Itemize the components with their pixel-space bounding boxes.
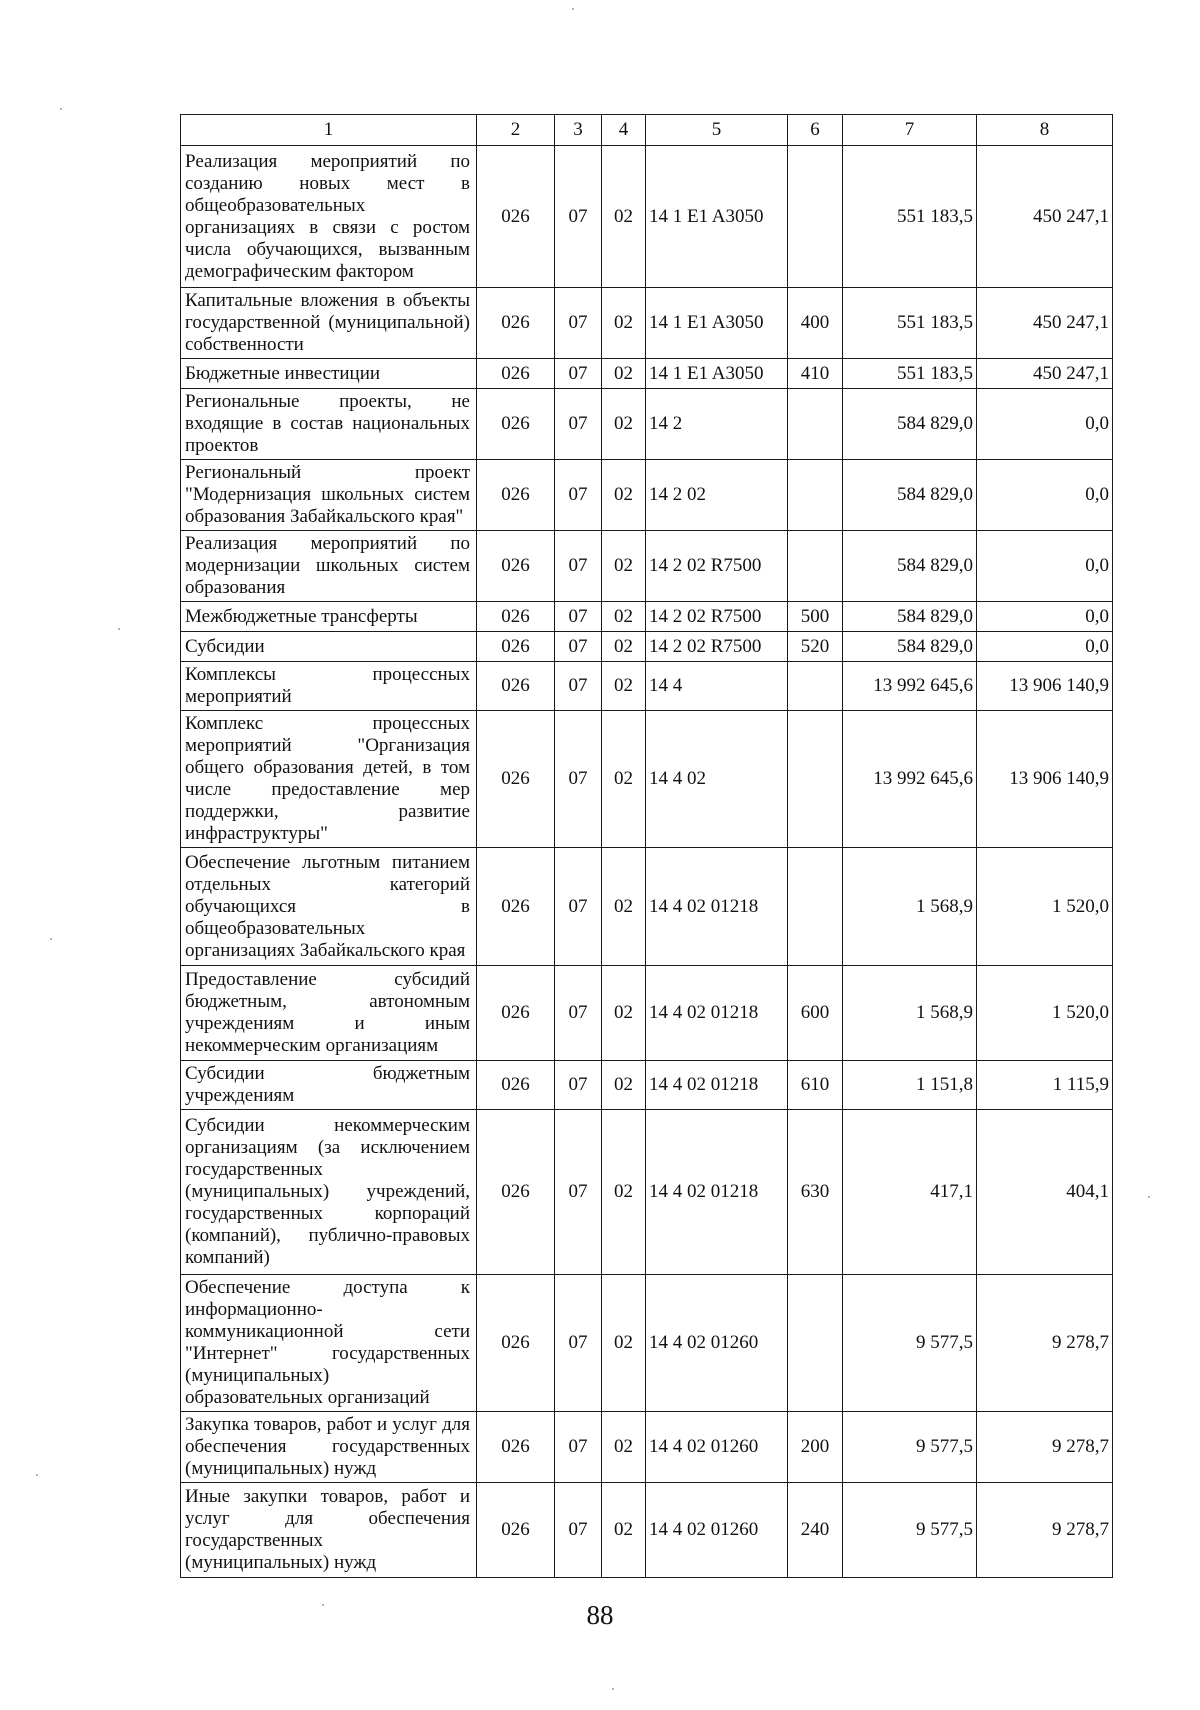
grbs-code-cell: 026 bbox=[477, 1483, 555, 1578]
table-row bbox=[181, 146, 1113, 288]
amount-column-8-cell: 1 115,9 bbox=[977, 1061, 1113, 1110]
amount-column-7-cell: 551 183,5 bbox=[843, 146, 977, 288]
column-header: 6 bbox=[788, 115, 843, 146]
section-code-cell: 07 bbox=[555, 1061, 602, 1110]
subsection-code-cell: 02 bbox=[602, 1412, 646, 1483]
subsection-code-cell: 02 bbox=[602, 146, 646, 288]
target-item-code-cell: 14 1 E1 A3050 bbox=[646, 288, 788, 359]
amount-column-8-cell: 13 906 140,9 bbox=[977, 711, 1113, 848]
expense-type-code-cell bbox=[788, 146, 843, 288]
subsection-code-cell: 02 bbox=[602, 662, 646, 711]
section-code-cell: 07 bbox=[555, 389, 602, 460]
header-row bbox=[181, 115, 1113, 146]
expense-type-code-cell: 630 bbox=[788, 1110, 843, 1275]
amount-column-8-cell: 0,0 bbox=[977, 632, 1113, 662]
table-row bbox=[181, 632, 1113, 662]
section-code-cell: 07 bbox=[555, 1275, 602, 1412]
section-code-cell: 07 bbox=[555, 1483, 602, 1578]
expense-type-code-cell bbox=[788, 1275, 843, 1412]
budget-table bbox=[180, 114, 1113, 1578]
subsection-code-cell: 02 bbox=[602, 460, 646, 531]
amount-column-8-cell: 450 247,1 bbox=[977, 146, 1113, 288]
column-header: 5 bbox=[646, 115, 788, 146]
target-item-code-cell: 14 2 02 R7500 bbox=[646, 531, 788, 602]
grbs-code-cell: 026 bbox=[477, 288, 555, 359]
expense-type-code-cell bbox=[788, 389, 843, 460]
item-name-cell: Бюджетные инвестиции bbox=[181, 359, 477, 389]
amount-column-7-cell: 13 992 645,6 bbox=[843, 662, 977, 711]
amount-column-7-cell: 9 577,5 bbox=[843, 1412, 977, 1483]
target-item-code-cell: 14 4 02 bbox=[646, 711, 788, 848]
amount-column-7-cell: 584 829,0 bbox=[843, 389, 977, 460]
expense-type-code-cell: 410 bbox=[788, 359, 843, 389]
table-row bbox=[181, 1483, 1113, 1578]
expense-type-code-cell: 240 bbox=[788, 1483, 843, 1578]
target-item-code-cell: 14 4 bbox=[646, 662, 788, 711]
scan-speck bbox=[36, 1474, 38, 1476]
grbs-code-cell: 026 bbox=[477, 531, 555, 602]
item-name-cell: Капитальные вложения в объекты государственной (муниципальной) собственности bbox=[181, 288, 477, 359]
table-row bbox=[181, 531, 1113, 602]
subsection-code-cell: 02 bbox=[602, 1483, 646, 1578]
section-code-cell: 07 bbox=[555, 966, 602, 1061]
grbs-code-cell: 026 bbox=[477, 1061, 555, 1110]
amount-column-8-cell: 0,0 bbox=[977, 389, 1113, 460]
amount-column-8-cell: 13 906 140,9 bbox=[977, 662, 1113, 711]
column-header: 4 bbox=[602, 115, 646, 146]
item-name-cell: Иные закупки товаров, работ и услуг для обеспечения государственных (муниципальных) нужд bbox=[181, 1483, 477, 1578]
column-header: 1 bbox=[181, 115, 477, 146]
scan-speck bbox=[1148, 1196, 1150, 1198]
table-row bbox=[181, 1275, 1113, 1412]
section-code-cell: 07 bbox=[555, 848, 602, 966]
amount-column-8-cell: 0,0 bbox=[977, 531, 1113, 602]
subsection-code-cell: 02 bbox=[602, 288, 646, 359]
section-code-cell: 07 bbox=[555, 359, 602, 389]
amount-column-7-cell: 9 577,5 bbox=[843, 1275, 977, 1412]
item-name-cell: Региональные проекты, не входящие в состав национальных проектов bbox=[181, 389, 477, 460]
amount-column-8-cell: 450 247,1 bbox=[977, 288, 1113, 359]
target-item-code-cell: 14 4 02 01218 bbox=[646, 1110, 788, 1275]
scan-speck bbox=[322, 1604, 324, 1606]
amount-column-7-cell: 584 829,0 bbox=[843, 460, 977, 531]
grbs-code-cell: 026 bbox=[477, 1275, 555, 1412]
expense-type-code-cell: 500 bbox=[788, 602, 843, 632]
item-name-cell: Предоставление субсидий бюджетным, автономным учреждениям и иным некоммерческим организациям bbox=[181, 966, 477, 1061]
section-code-cell: 07 bbox=[555, 146, 602, 288]
target-item-code-cell: 14 4 02 01260 bbox=[646, 1275, 788, 1412]
section-code-cell: 07 bbox=[555, 662, 602, 711]
column-header: 7 bbox=[843, 115, 977, 146]
section-code-cell: 07 bbox=[555, 602, 602, 632]
amount-column-7-cell: 551 183,5 bbox=[843, 288, 977, 359]
grbs-code-cell: 026 bbox=[477, 662, 555, 711]
grbs-code-cell: 026 bbox=[477, 146, 555, 288]
scan-speck bbox=[612, 1688, 614, 1690]
amount-column-8-cell: 1 520,0 bbox=[977, 848, 1113, 966]
grbs-code-cell: 026 bbox=[477, 966, 555, 1061]
subsection-code-cell: 02 bbox=[602, 711, 646, 848]
item-name-cell: Субсидии бюджетным учреждениям bbox=[181, 1061, 477, 1110]
grbs-code-cell: 026 bbox=[477, 1110, 555, 1275]
table-row bbox=[181, 389, 1113, 460]
target-item-code-cell: 14 4 02 01218 bbox=[646, 966, 788, 1061]
scan-speck bbox=[60, 108, 62, 110]
amount-column-7-cell: 13 992 645,6 bbox=[843, 711, 977, 848]
amount-column-7-cell: 9 577,5 bbox=[843, 1483, 977, 1578]
amount-column-7-cell: 1 568,9 bbox=[843, 966, 977, 1061]
table-row bbox=[181, 662, 1113, 711]
amount-column-8-cell: 450 247,1 bbox=[977, 359, 1113, 389]
item-name-cell: Комплекс процессных мероприятий "Организация общего образования детей, в том числе предоставление мер поддержки, развитие инфраструктуры" bbox=[181, 711, 477, 848]
amount-column-8-cell: 9 278,7 bbox=[977, 1483, 1113, 1578]
expense-type-code-cell: 200 bbox=[788, 1412, 843, 1483]
subsection-code-cell: 02 bbox=[602, 1110, 646, 1275]
amount-column-8-cell: 0,0 bbox=[977, 460, 1113, 531]
section-code-cell: 07 bbox=[555, 1412, 602, 1483]
item-name-cell: Региональный проект "Модернизация школьных систем образования Забайкальского края" bbox=[181, 460, 477, 531]
target-item-code-cell: 14 4 02 01218 bbox=[646, 848, 788, 966]
table-row bbox=[181, 1110, 1113, 1275]
grbs-code-cell: 026 bbox=[477, 460, 555, 531]
subsection-code-cell: 02 bbox=[602, 848, 646, 966]
amount-column-8-cell: 9 278,7 bbox=[977, 1412, 1113, 1483]
table-body bbox=[181, 146, 1113, 1578]
grbs-code-cell: 026 bbox=[477, 359, 555, 389]
item-name-cell: Межбюджетные трансферты bbox=[181, 602, 477, 632]
column-header: 2 bbox=[477, 115, 555, 146]
amount-column-7-cell: 584 829,0 bbox=[843, 602, 977, 632]
amount-column-7-cell: 417,1 bbox=[843, 1110, 977, 1275]
section-code-cell: 07 bbox=[555, 288, 602, 359]
amount-column-8-cell: 9 278,7 bbox=[977, 1275, 1113, 1412]
table-row bbox=[181, 288, 1113, 359]
subsection-code-cell: 02 bbox=[602, 966, 646, 1061]
target-item-code-cell: 14 2 bbox=[646, 389, 788, 460]
grbs-code-cell: 026 bbox=[477, 848, 555, 966]
page-number: 88 bbox=[586, 1600, 614, 1630]
subsection-code-cell: 02 bbox=[602, 1275, 646, 1412]
expense-type-code-cell bbox=[788, 460, 843, 531]
subsection-code-cell: 02 bbox=[602, 602, 646, 632]
section-code-cell: 07 bbox=[555, 531, 602, 602]
amount-column-7-cell: 584 829,0 bbox=[843, 632, 977, 662]
item-name-cell: Субсидии bbox=[181, 632, 477, 662]
amount-column-7-cell: 1 151,8 bbox=[843, 1061, 977, 1110]
table-row bbox=[181, 359, 1113, 389]
column-header: 8 bbox=[977, 115, 1113, 146]
item-name-cell: Комплексы процессных мероприятий bbox=[181, 662, 477, 711]
subsection-code-cell: 02 bbox=[602, 359, 646, 389]
item-name-cell: Обеспечение льготным питанием отдельных категорий обучающихся в общеобразовательных организациях Забайкальского края bbox=[181, 848, 477, 966]
column-header: 3 bbox=[555, 115, 602, 146]
subsection-code-cell: 02 bbox=[602, 531, 646, 602]
table-row bbox=[181, 1061, 1113, 1110]
target-item-code-cell: 14 2 02 R7500 bbox=[646, 632, 788, 662]
table-row bbox=[181, 602, 1113, 632]
subsection-code-cell: 02 bbox=[602, 632, 646, 662]
target-item-code-cell: 14 4 02 01260 bbox=[646, 1412, 788, 1483]
scan-speck bbox=[572, 8, 574, 10]
expense-type-code-cell: 610 bbox=[788, 1061, 843, 1110]
table-row bbox=[181, 1412, 1113, 1483]
expense-type-code-cell: 400 bbox=[788, 288, 843, 359]
expense-type-code-cell: 520 bbox=[788, 632, 843, 662]
grbs-code-cell: 026 bbox=[477, 389, 555, 460]
amount-column-8-cell: 1 520,0 bbox=[977, 966, 1113, 1061]
subsection-code-cell: 02 bbox=[602, 1061, 646, 1110]
grbs-code-cell: 026 bbox=[477, 602, 555, 632]
item-name-cell: Закупка товаров, работ и услуг для обеспечения государственных (муниципальных) нужд bbox=[181, 1412, 477, 1483]
target-item-code-cell: 14 2 02 R7500 bbox=[646, 602, 788, 632]
expense-type-code-cell bbox=[788, 848, 843, 966]
table-row bbox=[181, 460, 1113, 531]
section-code-cell: 07 bbox=[555, 460, 602, 531]
target-item-code-cell: 14 2 02 bbox=[646, 460, 788, 531]
section-code-cell: 07 bbox=[555, 632, 602, 662]
grbs-code-cell: 026 bbox=[477, 1412, 555, 1483]
subsection-code-cell: 02 bbox=[602, 389, 646, 460]
amount-column-8-cell: 0,0 bbox=[977, 602, 1113, 632]
expense-type-code-cell bbox=[788, 711, 843, 848]
expense-type-code-cell: 600 bbox=[788, 966, 843, 1061]
amount-column-7-cell: 551 183,5 bbox=[843, 359, 977, 389]
target-item-code-cell: 14 4 02 01260 bbox=[646, 1483, 788, 1578]
item-name-cell: Реализация мероприятий по созданию новых мест в общеобразовательных организациях в связи с ростом числа обучающихся, вызванным демографическим фактором bbox=[181, 146, 477, 288]
amount-column-8-cell: 404,1 bbox=[977, 1110, 1113, 1275]
target-item-code-cell: 14 1 E1 A3050 bbox=[646, 359, 788, 389]
target-item-code-cell: 14 1 E1 A3050 bbox=[646, 146, 788, 288]
section-code-cell: 07 bbox=[555, 711, 602, 848]
amount-column-7-cell: 584 829,0 bbox=[843, 531, 977, 602]
amount-column-7-cell: 1 568,9 bbox=[843, 848, 977, 966]
item-name-cell: Реализация мероприятий по модернизации школьных систем образования bbox=[181, 531, 477, 602]
grbs-code-cell: 026 bbox=[477, 711, 555, 848]
target-item-code-cell: 14 4 02 01218 bbox=[646, 1061, 788, 1110]
table-row bbox=[181, 966, 1113, 1061]
table-row bbox=[181, 848, 1113, 966]
grbs-code-cell: 026 bbox=[477, 632, 555, 662]
section-code-cell: 07 bbox=[555, 1110, 602, 1275]
table-row bbox=[181, 711, 1113, 848]
item-name-cell: Субсидии некоммерческим организациям (за исключением государственных (муниципальных) учреждений, государственных корпораций (компаний), публично-правовых компаний) bbox=[181, 1110, 477, 1275]
item-name-cell: Обеспечение доступа к информационно-коммуникационной сети "Интернет" государственных (муниципальных) образовательных организаций bbox=[181, 1275, 477, 1412]
scan-speck bbox=[50, 938, 52, 940]
table-header bbox=[181, 115, 1113, 146]
scan-speck bbox=[118, 628, 120, 630]
expense-type-code-cell bbox=[788, 531, 843, 602]
expense-type-code-cell bbox=[788, 662, 843, 711]
